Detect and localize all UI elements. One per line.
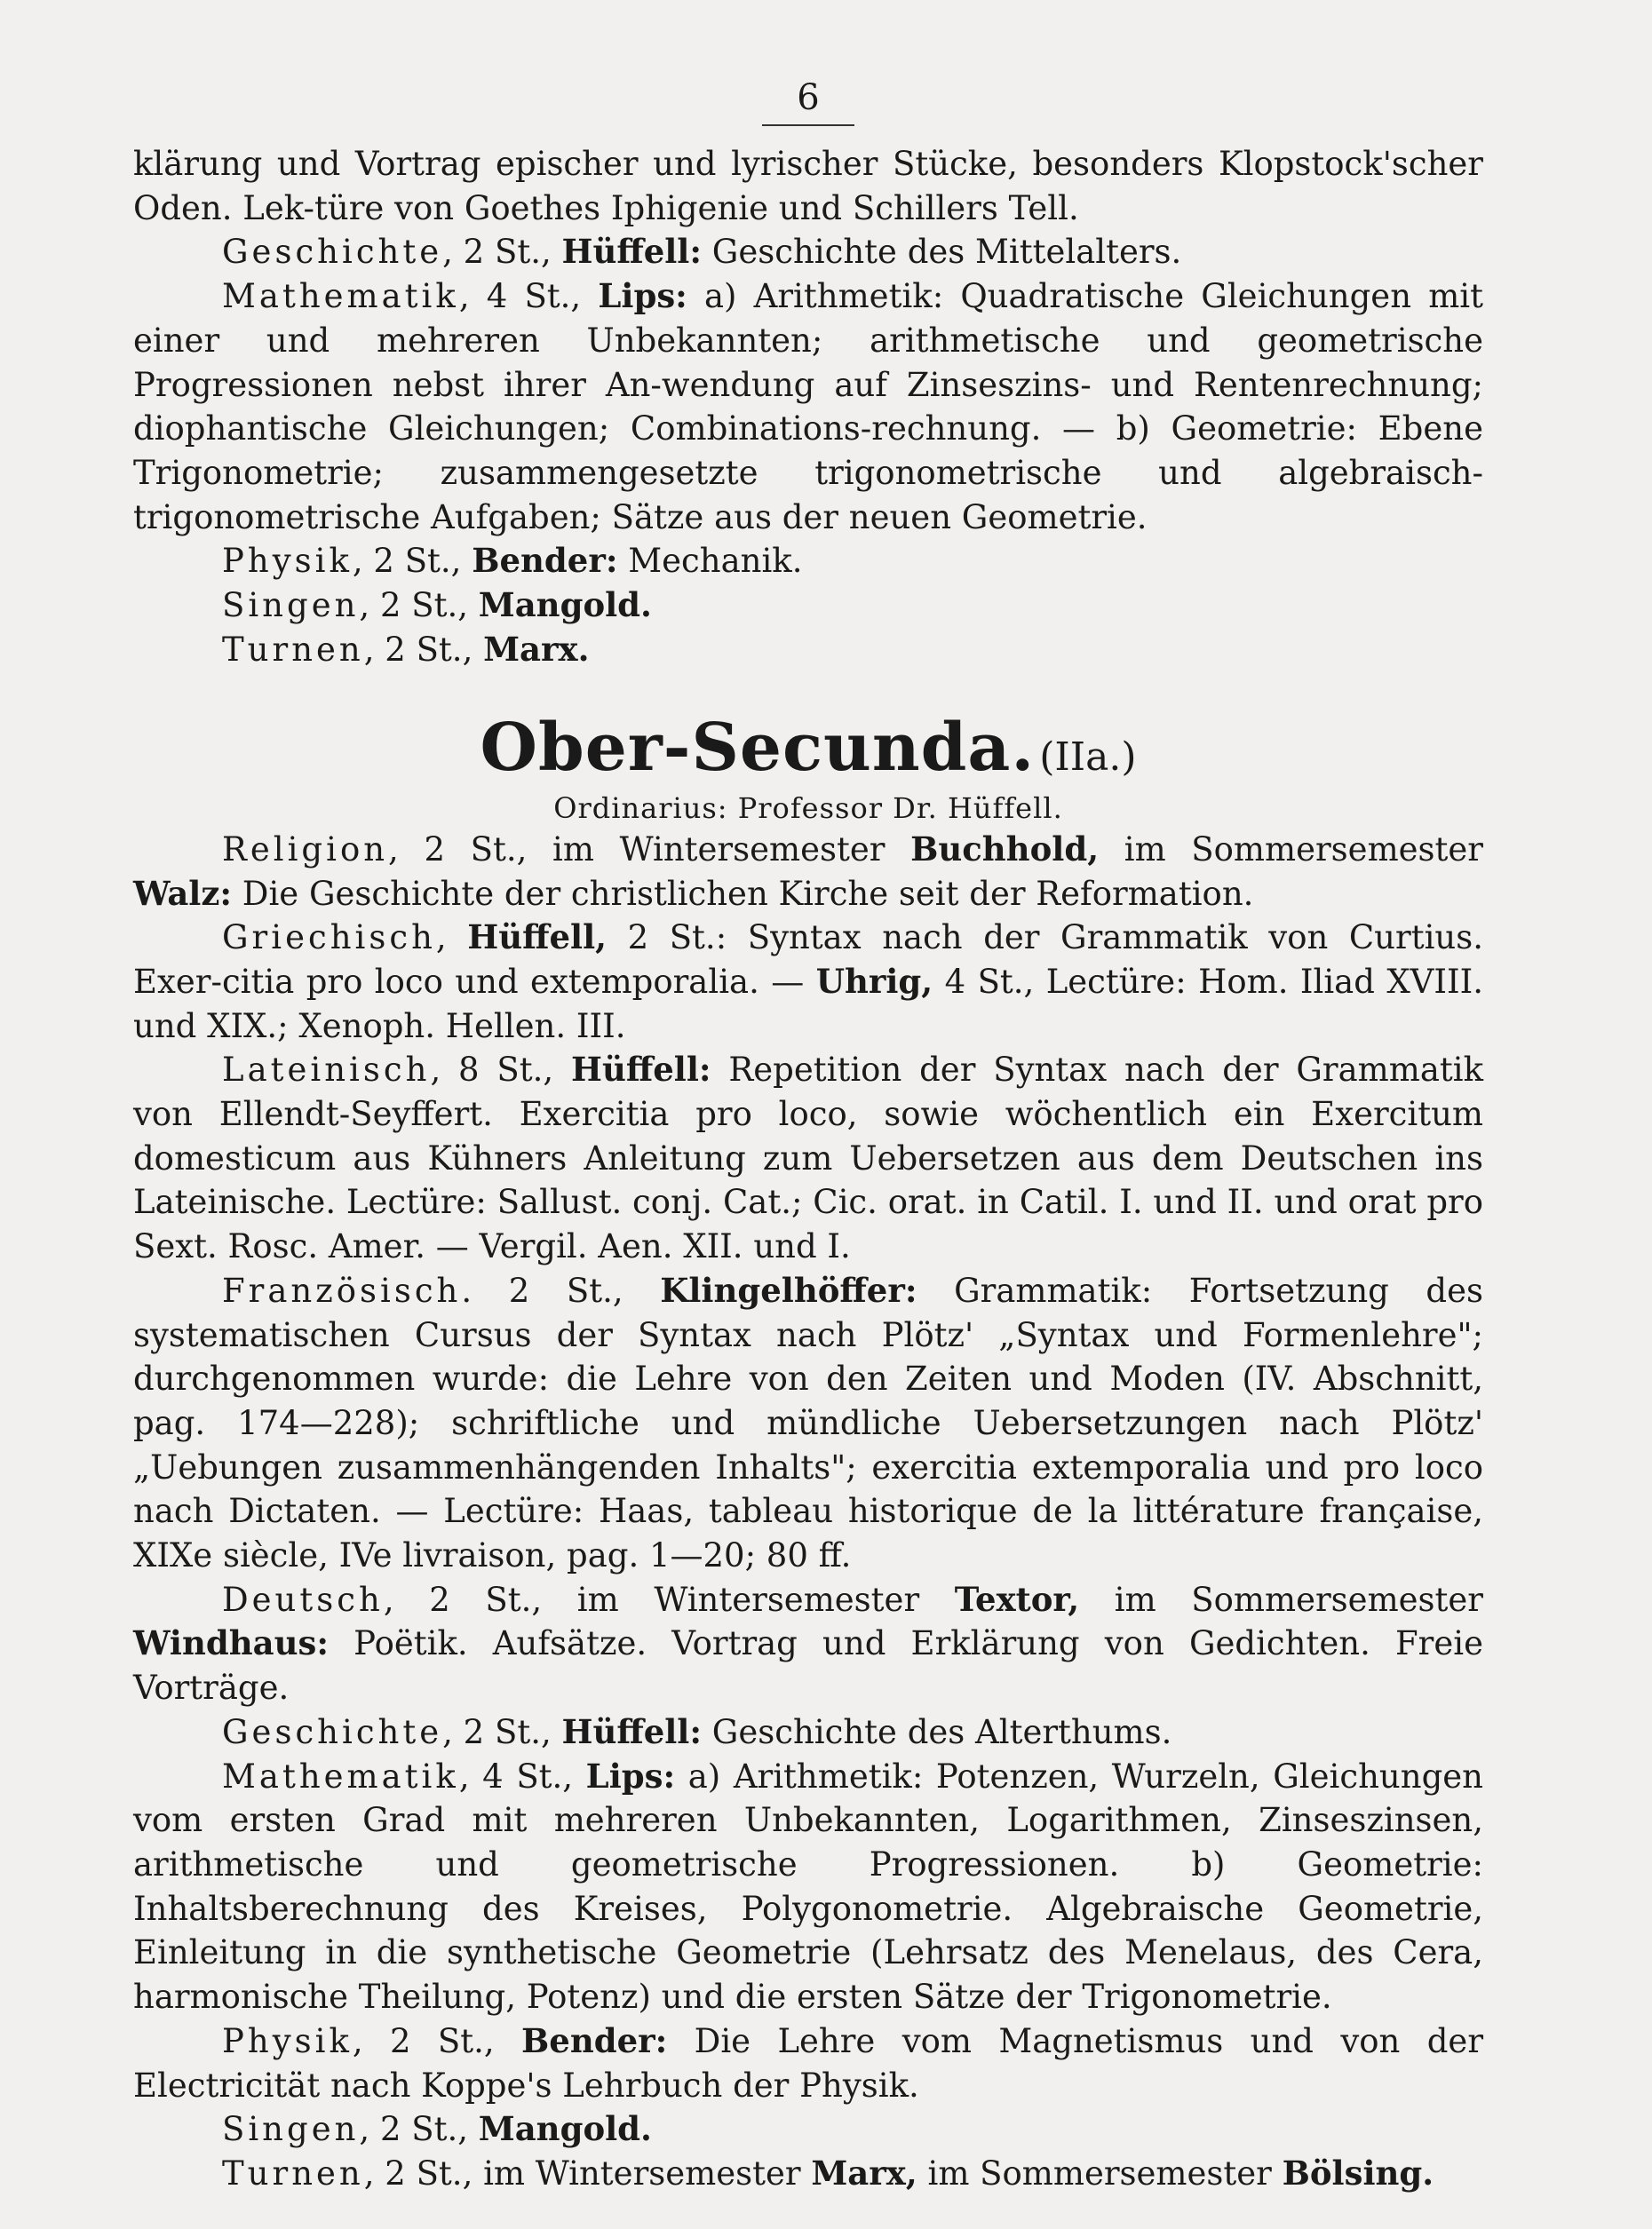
section-title: Ober-Secunda. [480,710,1036,787]
section-heading [133,710,1483,787]
entry-subject: Griechisch [222,918,436,957]
entry-text: a) Arithmetik: Potenzen, Wurzeln, Gleichungen vom ersten Grad mit mehreren Unbekannten, Logarithmen, Zinseszinsen, arithmetische und geometrische Progressionen. b) Geometrie: Inhaltsberechnung des Kreises, Polygonometrie. Algebraische Geometrie, Einleitung in die synthetische Geometrie (Lehrsatz des Menelaus, des Cera, harmonische Theilung, Potenz) und die ersten Sätze der Trigonometrie. [133,1757,1483,2017]
entry-subject: Französisch [222,1271,462,1310]
entry-text: Grammatik: Fortsetzung des systematischen Cursus der Syntax nach Plötz' „Syntax und Formenlehre"; durchgenommen wurde: die Lehre von den Zeiten und Moden (IV. Abschnitt, pag. 174—228); schriftliche und mündliche Uebersetzungen nach Plötz' „Uebungen zusammenhängenden Inhalts"; exercitia extemporalia und pro loco nach Dictaten. — Lectüre: Haas, tableau historique de la littérature française, XIXe siècle, IVe livraison, pag. 1—20; 80 ff. [133,1271,1484,1575]
entry-teacher: Klingelhöffer: [660,1270,917,1310]
entry-subject: Mathematik [222,277,459,316]
entry-subject: Lateinisch [222,1051,431,1090]
entry-teacher: Bender: [472,541,618,581]
entry-teacher-2: Uhrig, [815,961,933,1001]
entry-mathematik [133,1755,1483,2019]
entry-turnen-prima [133,628,1483,672]
entry-teacher-2: Bölsing. [1282,2153,1434,2193]
entry-physik [133,2019,1483,2107]
entry-text-2: Die Geschichte der christlichen Kirche seit der Reformation. [232,874,1254,913]
entry-griechisch [133,916,1483,1048]
entry-text: Geschichte des Alterthums. [702,1712,1172,1751]
entry-singen-prima [133,583,1483,628]
entry-text: Mechanik. [617,542,803,581]
entry-subject: Mathematik [222,1757,459,1796]
entry-teacher: Mangold. [478,2109,652,2149]
entry-subject: Turnen [222,630,364,669]
entry-hours: , 2 St., [442,233,562,272]
entry-subject: Geschichte [222,233,443,272]
entry-text-2: Poëtik. Aufsätze. Vortrag und Erklärung von Gedichten. Freie Vorträge. [133,1624,1483,1708]
section-subtitle: (IIa.) [1039,734,1137,781]
entry-hours: , 2 St., [363,630,484,669]
entry-hours: , 2 St., [352,542,473,581]
entry-subject: Turnen [222,2154,364,2193]
entry-text: Repetition der Syntax nach der Grammatik von Ellendt-Seyffert. Exercitia pro loco, sowie wöchentlich ein Exercitum domesticum aus Kühners Anleitung zum Uebersetzen aus dem Deutschen ins Lateinische. Lectüre: Sallust. conj. Cat.; Cic. orat. in Catil. I. und II. und orat pro Sext. Rosc. Amer. — Vergil. Aen. XII. und I. [133,1051,1484,1266]
entry-hours: , [435,918,468,957]
entry-teacher: Bender: [521,2020,668,2060]
entry-teacher: Hüffell, [467,917,608,957]
entry-hours: , 2 St., im Wintersemester [383,1580,955,1619]
entry-franzoesisch [133,1269,1483,1578]
entry-teacher: Buchhold, [910,829,1100,869]
entry-teacher: Hüffell: [561,1711,703,1751]
entry-text: 2 St.: Syntax nach der Grammatik von Curtius. Exer-citia pro loco und extemporalia. — [133,918,1483,1001]
ordinarius-line: Ordinarius: Professor Dr. Hüffell. [553,790,1063,825]
entry-text: im Sommersemester [1099,829,1483,869]
entry-singen [133,2107,1483,2152]
entry-teacher: Lips: [585,1756,676,1796]
entry-hours: , 2 St., [352,2021,522,2060]
entry-hours: , 2 St., [359,586,479,625]
entry-text: a) Arithmetik: Quadratische Gleichungen mit einer und mehreren Unbekannten; arithmetische und geometrische Progressionen nebst ihrer An-wendung auf Zinseszins- und Rentenrechnung; diophantische Gleichungen; Combinations-rechnung. — b) Geometrie: Ebene Trigonometrie; zusammengesetzte trigonometrische und algebraisch-trigonometrische Aufgaben; Sätze aus der neuen Geometrie. [133,277,1483,536]
entry-text-2: 4 St., Lectüre: Hom. Iliad XVIII. und XIX.; Xenoph. Hellen. III. [133,962,1483,1045]
entry-geschichte [133,1710,1483,1755]
entry-hours: , 4 St., [458,277,599,316]
entry-teacher: Textor, [954,1579,1080,1619]
entry-hours: . 2 St., [461,1271,661,1310]
page-number: 6 [797,77,820,118]
entry-subject: Singen [222,2110,360,2149]
entry-lateinisch [133,1048,1483,1269]
entry-subject: Religion [222,829,389,869]
entry-hours: , 4 St., [458,1757,586,1796]
entry-hours: , 2 St., im Wintersemester [388,829,911,869]
entry-turnen [133,2152,1483,2196]
entry-teacher-2: Windhaus: [133,1623,329,1663]
entry-hours: , 2 St., [359,2110,479,2149]
entry-subject: Physik [222,542,353,581]
continued-text: klärung und Vortrag epischer und lyrischer Stücke, besonders Klopstock'scher Oden. Lek-türe von Goethes Iphigenie und Schillers Tell. [133,145,1483,227]
entry-teacher: Marx, [811,2153,917,2193]
entry-subject: Singen [222,586,360,625]
entry-text: im Sommersemester [917,2154,1283,2193]
continued-paragraph [133,142,1483,230]
entry-deutsch [133,1578,1483,1710]
entry-hours: , 8 St., [430,1051,572,1090]
entry-hours: , 2 St., [442,1712,562,1751]
page-number-rule [762,124,854,126]
entry-teacher: Hüffell: [561,232,703,272]
entry-subject: Physik [222,2021,353,2060]
entry-hours: , 2 St., im Wintersemester [363,2154,812,2193]
entry-teacher-2: Walz: [133,873,233,913]
entry-teacher: Hüffell: [571,1050,711,1090]
entry-physik-prima [133,539,1483,583]
entry-subject: Geschichte [222,1712,443,1751]
entry-religion [133,828,1483,916]
entry-text: Geschichte des Mittelalters. [702,233,1182,272]
entry-mathematik-prima [133,274,1483,539]
entry-text: im Sommersemester [1079,1580,1483,1619]
entry-text: Die Lehre vom Magnetismus und von der Electricität nach Koppe's Lehrbuch der Physik. [133,2021,1484,2105]
entry-subject: Deutsch [222,1580,384,1619]
entry-geschichte-prima [133,230,1483,274]
entry-teacher: Marx. [483,629,590,669]
entry-teacher: Lips: [598,276,687,316]
entry-teacher: Mangold. [478,585,652,625]
